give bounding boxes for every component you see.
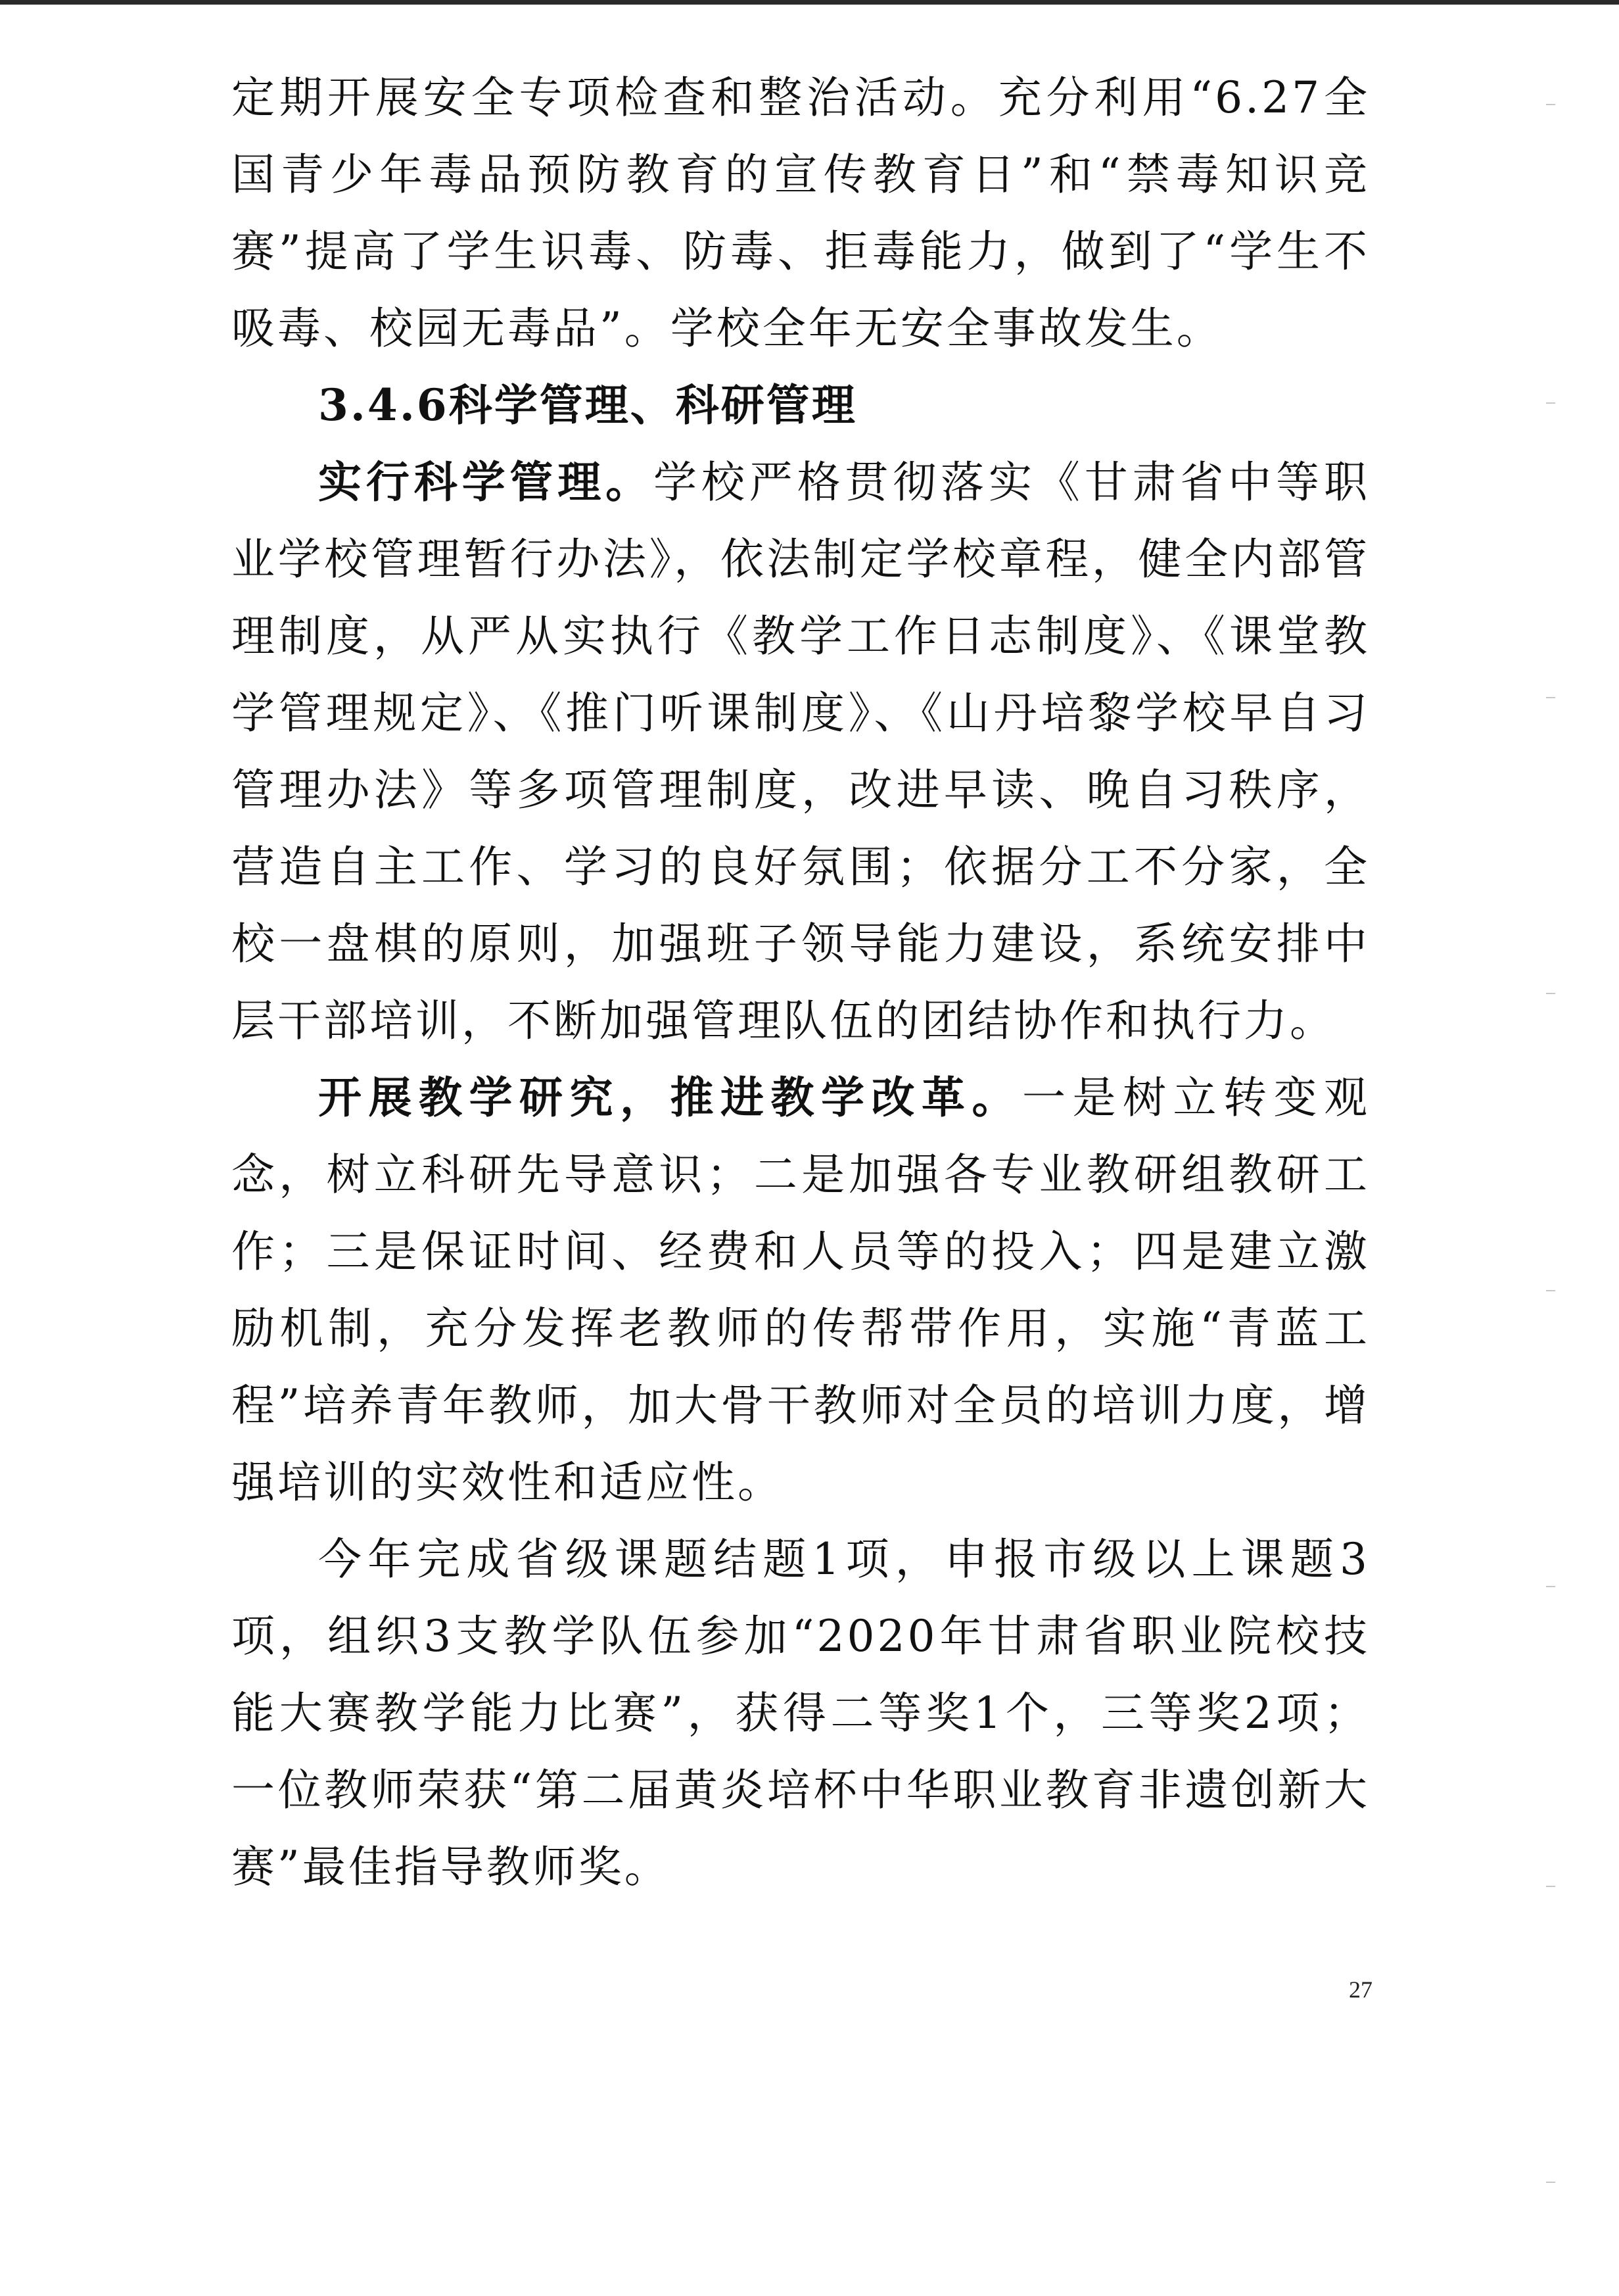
page-number: 27 [1349,1976,1373,2003]
paragraph-scientific-management [231,444,1370,1059]
paragraph-body-text: 学校严格贯彻落实《甘肃省中等职业学校管理暂行办法》，依法制定学校章程，健全内部管理制度，从严从实执行《教学工作日志制度》、《课堂教学管理规定》、《推门听课制度》、《山丹培黎学校早自习管理办法》等多项管理制度，改进早读、晚自习秩序，营造自主工作、学习的良好氛围；依据分工不分家，全校一盘棋的原则，加强班子领导能力建设，系统安排中层干部培训，不断加强管理队伍的团结协作和执行力。 [231,457,1370,1046]
paragraph-safety-activities: 定期开展安全专项检查和整治活动。充分利用“6.27全国青少年毒品预防教育的宣传教育日”和“禁毒知识竞赛”提高了学生识毒、防毒、拒毒能力，做到了“学生不吸毒、校园无毒品”。学校全年无安全事故发生。 [231,72,1370,354]
paragraph-lead-text: 开展教学研究，推进教学改革。 [318,1072,1022,1123]
scan-edge-mark [1546,104,1555,105]
paragraph-teaching-research [231,1059,1370,1521]
scan-edge-mark [1546,993,1555,994]
document-page [231,59,1370,1905]
paragraph-body-text: 一是树立转变观念，树立科研先导意识；二是加强各专业教研组教研工作；三是保证时间、经费和人员等的投入；四是建立激励机制，充分发挥老教师的传帮带作用，实施“青蓝工程”培养青年教师，加大骨干教师对全员的培训力度，增强培训的实效性和适应性。 [231,1072,1370,1508]
scan-edge-mark [1546,1886,1555,1887]
scan-top-edge [0,0,1619,5]
scan-edge-mark [1546,1290,1555,1291]
scan-edge-mark [1546,402,1555,404]
scan-edge-mark [1546,2182,1555,2183]
scan-edge-mark [1546,1586,1555,1587]
section-heading: 3.4.6科学管理、科研管理 [318,379,857,431]
paragraph-lead-text: 实行科学管理。 [318,456,653,508]
scan-edge-mark [1546,697,1555,698]
paragraph-research-results: 今年完成省级课题结题1项，申报市级以上课题3项，组织3支教学队伍参加“2020年甘肃省职业院校技能大赛教学能力比赛”，获得二等奖1个，三等奖2项；一位教师荣获“第二届黄炎培杯中华职业教育非遗创新大赛”最佳指导教师奖。 [231,1534,1370,1892]
